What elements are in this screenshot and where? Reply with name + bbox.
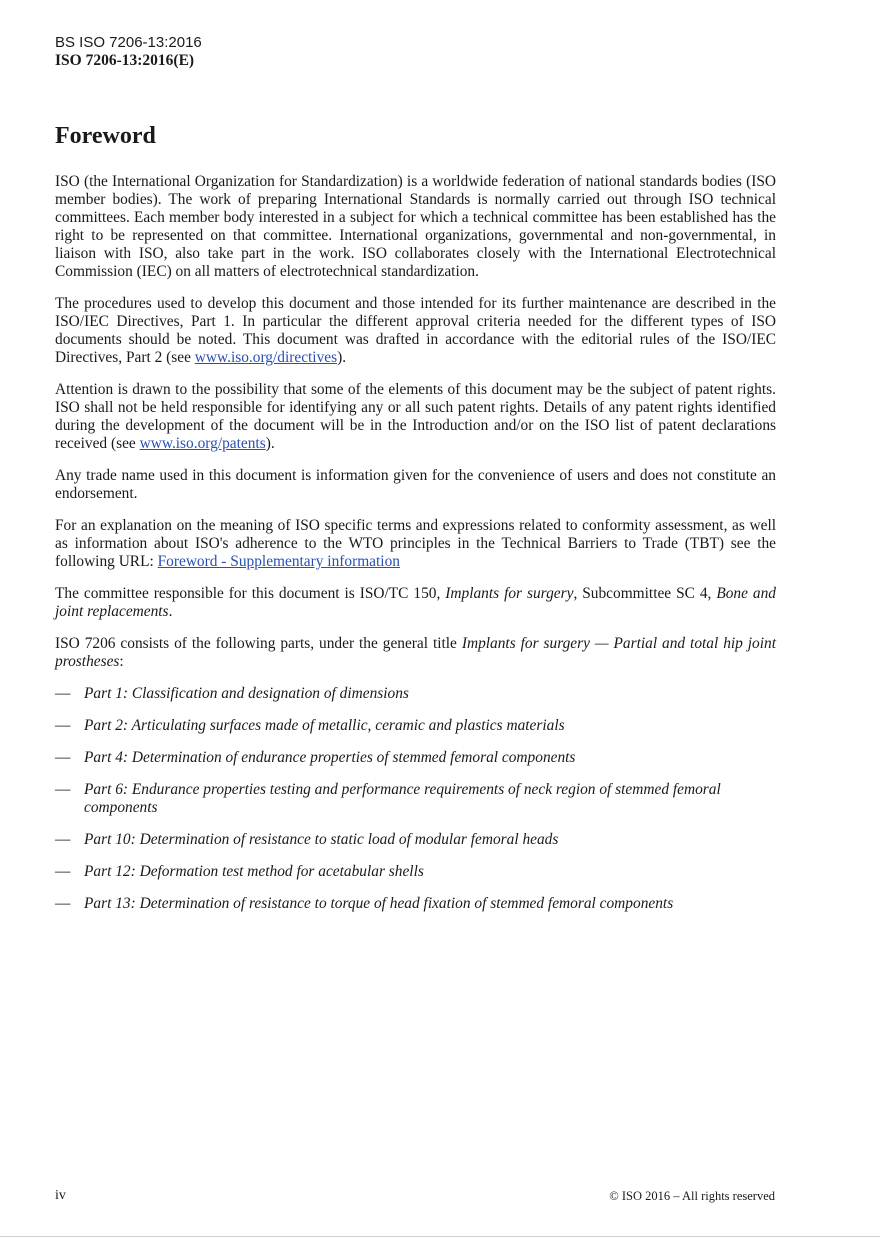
paragraph-patents — [55, 381, 776, 453]
committee-title: Implants for surgery — [445, 585, 574, 602]
paragraph-iso-intro: ISO (the International Organization for Standardization) is a worldwide federation of national standards bodies (ISO member bodies). The work of preparing International Standards is normally carried out through ISO technical committees. Each member body interested in a subject for which a technical committee has been established has the right to be represented on that committee. International organizations, governmental and non-governmental, in liaison with ISO, also take part in the work. ISO collaborates closely with the International Electrotechnical Commission (IEC) on all matters of electrotechnical standardization. — [55, 173, 776, 280]
document-header — [55, 34, 202, 70]
list-item-text: Part 1: Classification and designation of dimensions — [84, 685, 409, 702]
list-item — [55, 831, 776, 849]
dash-bullet: — — [55, 863, 71, 880]
paragraph-text: The procedures used to develop this document and those intended for its further maintenance are described in the ISO/IEC Directives, Part 1. In particular the different approval criteria needed for the different types of ISO documents should be noted. This document was drafted in accordance with the editorial rules of the ISO/IEC Directives, Part 2 (see — [55, 295, 776, 366]
patents-link[interactable]: www.iso.org/patents — [139, 435, 266, 452]
page-title: Foreword — [55, 123, 156, 149]
page-bottom-divider — [0, 1236, 880, 1237]
list-item-text: Part 6: Endurance properties testing and performance requirements of neck region of stemmed femoral components — [84, 781, 721, 816]
dash-bullet: — — [55, 895, 71, 912]
directives-link[interactable]: www.iso.org/directives — [194, 349, 338, 366]
paragraph-text: For an explanation on the meaning of ISO specific terms and expressions related to conformity assessment, as well as information about ISO's adherence to the WTO principles in the Technical Barriers to Trade (TBT) see the following URL: — [55, 517, 776, 570]
page-number: iv — [55, 1188, 66, 1203]
paragraph-conformity — [55, 517, 776, 571]
list-item-text: Part 13: Determination of resistance to torque of head fixation of stemmed femoral components — [84, 895, 674, 912]
list-item — [55, 863, 776, 881]
dash-bullet: — — [55, 717, 71, 734]
paragraph-text-end: : — [119, 653, 124, 670]
paragraph-parts-intro — [55, 635, 776, 671]
paragraph-trade-name: Any trade name used in this document is information given for the convenience of users and does not constitute an endorsement. — [55, 467, 776, 502]
dash-bullet: — — [55, 749, 71, 766]
list-item — [55, 895, 776, 913]
supplementary-information-link[interactable]: Foreword - Supplementary information — [157, 553, 400, 570]
list-item-text: Part 2: Articulating surfaces made of metallic, ceramic and plastics materials — [84, 717, 565, 734]
list-item — [55, 717, 776, 735]
dash-bullet: — — [55, 831, 71, 848]
paragraph-committee — [55, 585, 776, 621]
list-item-text: Part 10: Determination of resistance to static load of modular femoral heads — [84, 831, 559, 848]
list-item-text: Part 4: Determination of endurance properties of stemmed femoral components — [84, 749, 576, 766]
paragraph-text: , Subcommittee SC 4, — [573, 585, 717, 602]
bs-standard-reference: BS ISO 7206-13:2016 — [55, 34, 202, 51]
general-title: Implants for surgery — Partial and total hip joint prostheses — [55, 635, 777, 670]
copyright-notice: © ISO 2016 – All rights reserved — [609, 1189, 775, 1203]
list-item-text: Part 12: Deformation test method for acetabular shells — [84, 863, 424, 880]
dash-bullet: — — [55, 781, 71, 798]
subcommittee-title: Bone and joint replacements — [55, 585, 776, 620]
list-item — [55, 685, 776, 703]
paragraph-procedures — [55, 295, 776, 367]
paragraph-text-end: ). — [337, 349, 347, 366]
paragraph-text: Attention is drawn to the possibility that some of the elements of this document may be the subject of patent rights. ISO shall not be held responsible for identifying any or all such patent rights. Details of any patent rights identified during the development of the document will be in the Introduction and/or on the ISO list of patent declarations received (see — [55, 381, 776, 452]
paragraph-text-end: ). — [265, 435, 275, 452]
paragraph-text: The committee responsible for this document is ISO/TC 150, — [55, 585, 446, 602]
parts-list — [55, 685, 776, 913]
paragraph-text-end: . — [168, 603, 173, 620]
paragraph-text: ISO 7206 consists of the following parts, under the general title — [55, 635, 462, 652]
foreword-body — [55, 173, 776, 927]
list-item — [55, 749, 776, 767]
dash-bullet: — — [55, 685, 71, 702]
list-item — [55, 781, 776, 817]
iso-standard-reference: ISO 7206-13:2016(E) — [55, 52, 195, 69]
